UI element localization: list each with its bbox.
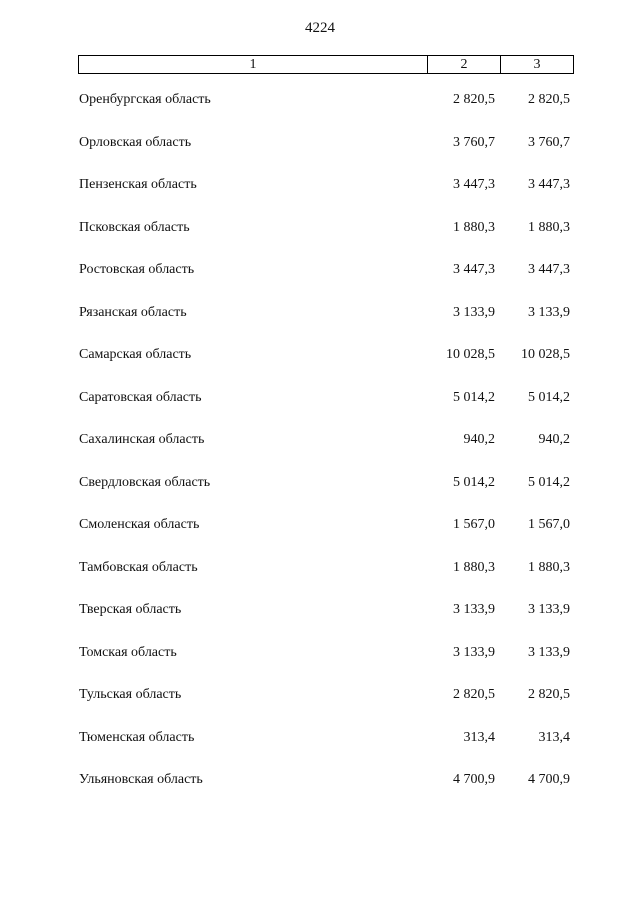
value-col-3: 2 820,5 xyxy=(528,687,570,702)
value-col-3: 2 820,5 xyxy=(528,92,570,107)
region-name: Орловская область xyxy=(79,135,192,150)
table-row xyxy=(0,515,640,535)
column-header-3: 3 xyxy=(501,56,574,74)
value-col-2: 3 447,3 xyxy=(453,262,495,277)
column-header-2: 2 xyxy=(428,56,501,74)
region-name: Тамбовская область xyxy=(79,560,198,575)
region-name: Смоленская область xyxy=(79,517,200,532)
value-col-2: 10 028,5 xyxy=(446,347,495,362)
region-name: Сахалинская область xyxy=(79,432,205,447)
value-col-3: 10 028,5 xyxy=(521,347,570,362)
table-row xyxy=(0,303,640,323)
region-name: Самарская область xyxy=(79,347,192,362)
value-col-3: 3 447,3 xyxy=(528,262,570,277)
value-col-3: 5 014,2 xyxy=(528,475,570,490)
value-col-3: 1 880,3 xyxy=(528,560,570,575)
value-col-2: 1 880,3 xyxy=(453,560,495,575)
value-col-2: 1 567,0 xyxy=(453,517,495,532)
table-row xyxy=(0,473,640,493)
value-col-2: 3 760,7 xyxy=(453,135,495,150)
region-name: Томская область xyxy=(79,645,177,660)
region-name: Тверская область xyxy=(79,602,182,617)
region-name: Псковская область xyxy=(79,220,190,235)
column-header-1: 1 xyxy=(79,56,428,74)
value-col-2: 1 880,3 xyxy=(453,220,495,235)
value-col-2: 3 447,3 xyxy=(453,177,495,192)
region-name: Тюменская область xyxy=(79,730,195,745)
value-col-3: 940,2 xyxy=(538,432,570,447)
value-col-2: 5 014,2 xyxy=(453,475,495,490)
region-name: Оренбургская область xyxy=(79,92,211,107)
value-col-3: 3 760,7 xyxy=(528,135,570,150)
value-col-3: 4 700,9 xyxy=(528,772,570,787)
value-col-3: 1 880,3 xyxy=(528,220,570,235)
table-row xyxy=(0,345,640,365)
region-name: Пензенская область xyxy=(79,177,197,192)
table-row xyxy=(0,728,640,748)
table-row xyxy=(0,558,640,578)
region-name: Саратовская область xyxy=(79,390,202,405)
value-col-2: 2 820,5 xyxy=(453,92,495,107)
value-col-2: 2 820,5 xyxy=(453,687,495,702)
value-col-2: 3 133,9 xyxy=(453,645,495,660)
value-col-2: 5 014,2 xyxy=(453,390,495,405)
table-row xyxy=(0,430,640,450)
value-col-3: 1 567,0 xyxy=(528,517,570,532)
value-col-3: 313,4 xyxy=(538,730,570,745)
region-name: Ростовская область xyxy=(79,262,195,277)
table-row xyxy=(0,600,640,620)
value-col-2: 4 700,9 xyxy=(453,772,495,787)
column-header-table xyxy=(78,55,574,74)
table-row xyxy=(0,90,640,110)
value-col-2: 940,2 xyxy=(463,432,495,447)
table-row xyxy=(0,175,640,195)
value-col-3: 3 133,9 xyxy=(528,645,570,660)
value-col-3: 5 014,2 xyxy=(528,390,570,405)
column-header-row xyxy=(79,56,574,74)
table-row xyxy=(0,133,640,153)
region-name: Ульяновская область xyxy=(79,772,203,787)
value-col-2: 3 133,9 xyxy=(453,305,495,320)
table-row xyxy=(0,218,640,238)
value-col-3: 3 447,3 xyxy=(528,177,570,192)
region-name: Рязанская область xyxy=(79,305,187,320)
value-col-2: 3 133,9 xyxy=(453,602,495,617)
page-number: 4224 xyxy=(305,20,335,36)
table-row xyxy=(0,685,640,705)
table-row xyxy=(0,643,640,663)
value-col-3: 3 133,9 xyxy=(528,602,570,617)
value-col-2: 313,4 xyxy=(463,730,495,745)
value-col-3: 3 133,9 xyxy=(528,305,570,320)
table-row xyxy=(0,770,640,790)
region-name: Тульская область xyxy=(79,687,182,702)
region-name: Свердловская область xyxy=(79,475,211,490)
table-row xyxy=(0,388,640,408)
table-row xyxy=(0,260,640,280)
